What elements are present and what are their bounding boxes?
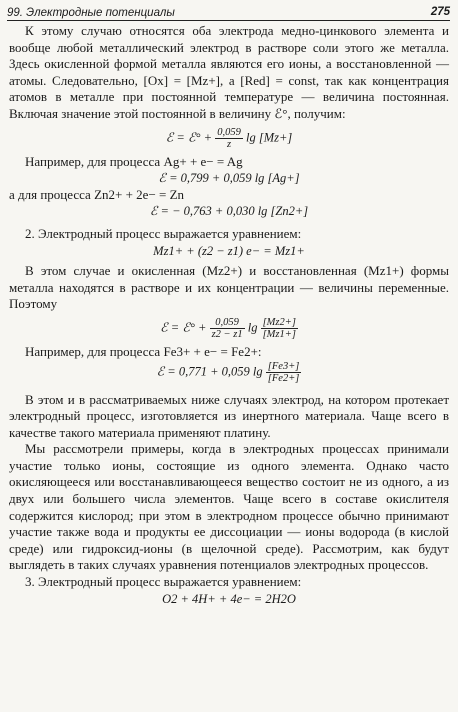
paragraph-4: Мы рассмотрели примеры, когда в электродных процессах принимали участие только ионы, состоящие из одного элемента. Однако часто окисляющееся или восстанавливающееся вещество состоит не из одного, а из двух или большего числа элементов. Чаще всего в составе окислителя содержится кислород; при этом в электродном процессе обычно принимают участие также вода и продукты ее диссоциации — ионы водорода (в кислой среде) или гидроксид-ионы (в щелочной среде). Рассмотрим, как будут выглядеть в таких случаях уравнения потенциалов электродных процессов. (9, 441, 449, 573)
formula-1: ℰ = ℰ° + $\frac{0,059}{z}$ lg [Mz+] (165, 126, 293, 150)
reaction-item-3: O2 + 4H+ + 4e− = 2H2O (162, 591, 296, 606)
formula-ag: ℰ = 0,799 + 0,059 lg [Ag+] (158, 171, 300, 186)
item-3: 3. Электродный процесс выражается уравнением: (25, 574, 302, 590)
reaction-item-2: Mz1+ + (z2 − z1) e− = Mz1+ (153, 243, 305, 258)
formula-2: ℰ = ℰ° + $\frac{0,059}{z2 - z1}$ lg $\frac{[Mz2+]}{[Mz1+]}$ (160, 316, 296, 340)
running-header (7, 3, 450, 21)
example-fe: Например, для процесса Fe3+ + e− = Fe2+: (25, 343, 262, 359)
paragraph-1: К этому случаю относятся оба электрода медно-цинкового элемента и вообще любой металлический электрод в растворе соли этого же металла. Здесь окисленной формой металла являются его ионы, а восстановленной — атомы. Следовательно, [Ox] = [Mz+], а [Red] = const, так как концентрация атомов в металле при постоянной температуре — величина постоянная. Включая значение этой постоянной в величину ℰ°, получим: (9, 23, 449, 121)
paragraph-3: В этом и в рассматриваемых ниже случаях электрод, на котором протекает электродный процесс, изготовляется из инертного материала. Чаще всего в качестве такого материала применяют платину. (9, 391, 449, 440)
section-title: 99. Электродные потенциалы (7, 7, 175, 19)
item-2: 2. Электродный процесс выражается уравнением: (25, 225, 302, 241)
page-body (9, 23, 449, 607)
example-ag: Например, для процесса Ag+ + e− = Ag (25, 153, 243, 169)
formula-zn: ℰ = − 0,763 + 0,030 lg [Zn2+] (149, 204, 309, 219)
header-rule (7, 20, 450, 21)
formula-fe: ℰ = 0,771 + 0,059 lg $\frac{[Fe3+]}{[Fe2+]}$ (156, 360, 300, 384)
paragraph-2: В этом случае и окисленная (Mz2+) и восстановленная (Mz1+) формы металла находятся в растворе и их концентрации — величины переменные. Поэтому (9, 263, 449, 312)
page-number: 275 (430, 6, 450, 18)
example-zn: а для процесса Zn2+ + 2e− = Zn (9, 186, 185, 202)
